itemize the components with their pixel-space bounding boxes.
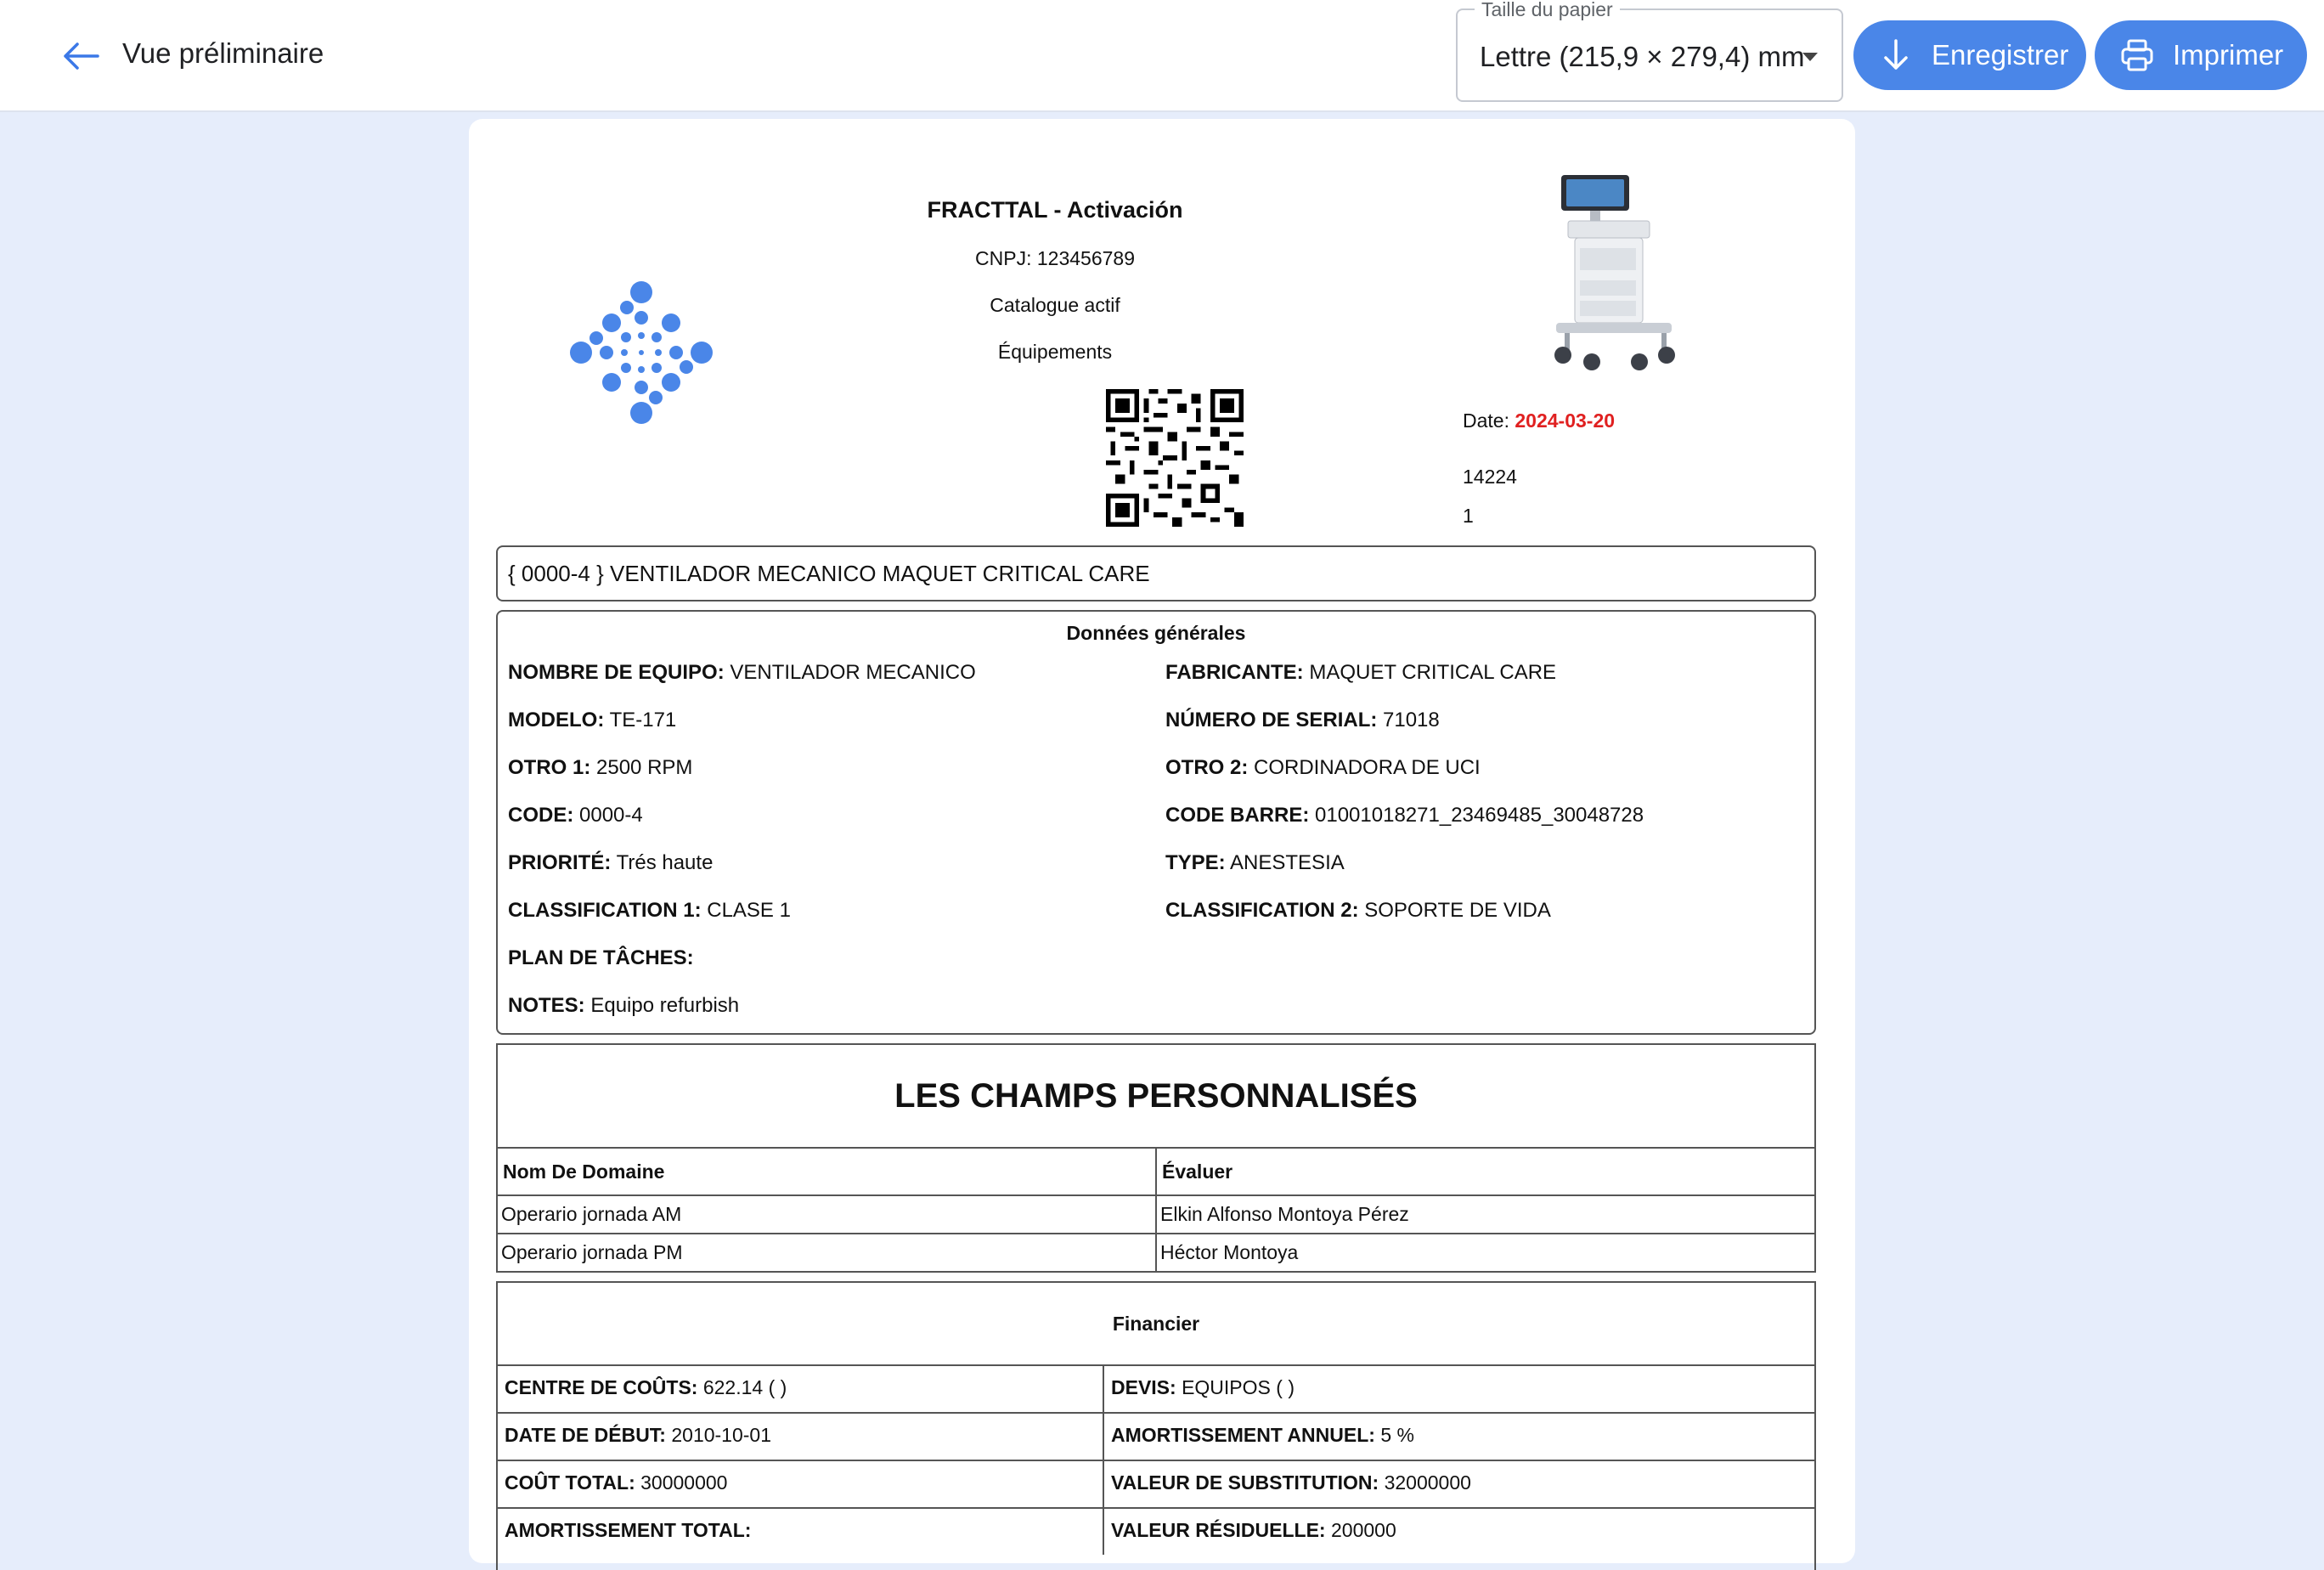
document-copy-number: 1 bbox=[1463, 505, 1474, 527]
field-model: MODELO: TE-171 bbox=[508, 709, 677, 731]
financial-section bbox=[496, 1281, 1816, 1570]
qr-code bbox=[1106, 389, 1244, 527]
financial-cell: COÛT TOTAL: 30000000 bbox=[498, 1461, 1104, 1507]
caret-down-icon bbox=[1802, 53, 1818, 61]
field-type: TYPE: ANESTESIA bbox=[1165, 851, 1345, 874]
table-row bbox=[498, 1366, 1814, 1414]
field-priority: PRIORITÉ: Trés haute bbox=[508, 851, 714, 874]
table-cell: Operario jornada PM bbox=[498, 1234, 1156, 1271]
back-button[interactable] bbox=[51, 31, 110, 82]
company-name: FRACTTAL - Activación bbox=[927, 197, 1183, 223]
paper-size-value: Lettre (215,9 × 279,4) mm bbox=[1480, 41, 1805, 72]
catalog-text: Catalogue actif bbox=[990, 294, 1120, 316]
asset-title-box bbox=[496, 545, 1816, 601]
cnpj-text: CNPJ: 123456789 bbox=[975, 247, 1135, 269]
field-equipment-name: NOMBRE DE EQUIPO: VENTILADOR MECANICO bbox=[508, 661, 976, 684]
field-barcode: CODE BARRE: 01001018271_23469485_30048728 bbox=[1165, 804, 1644, 827]
column-header-name: Nom De Domaine bbox=[498, 1149, 1156, 1195]
document-header bbox=[927, 197, 1183, 364]
page-title: Vue préliminaire bbox=[122, 37, 324, 69]
company-logo bbox=[569, 280, 714, 425]
financial-title: Financier bbox=[498, 1283, 1814, 1366]
field-other-1: OTRO 1: 2500 RPM bbox=[508, 756, 693, 779]
field-classification-1: CLASSIFICATION 1: CLASE 1 bbox=[508, 899, 791, 922]
table-row bbox=[498, 1195, 1814, 1234]
date-line bbox=[1463, 409, 1615, 432]
financial-cell: DEVIS: EQUIPOS ( ) bbox=[1111, 1376, 1295, 1398]
financial-cell: AMORTISSEMENT ANNUEL: 5 % bbox=[1111, 1424, 1414, 1446]
arrow-left-icon bbox=[62, 42, 99, 71]
paper-size-select[interactable] bbox=[1456, 0, 1843, 102]
financial-cell: VALEUR DE SUBSTITUTION: 32000000 bbox=[1111, 1471, 1471, 1494]
table-cell: Elkin Alfonso Montoya Pérez bbox=[1156, 1195, 1814, 1234]
general-data-section bbox=[496, 610, 1816, 1035]
custom-fields-table bbox=[498, 1149, 1814, 1271]
print-label: Imprimer bbox=[2173, 39, 2284, 71]
table-header-row bbox=[498, 1149, 1814, 1195]
financial-cell: CENTRE DE COÛTS: 622.14 ( ) bbox=[498, 1366, 1104, 1412]
table-cell: Héctor Montoya bbox=[1156, 1234, 1814, 1271]
table-cell: Operario jornada AM bbox=[498, 1195, 1156, 1234]
table-row bbox=[498, 1509, 1814, 1555]
field-serial-number: NÚMERO DE SERIAL: 71018 bbox=[1165, 709, 1440, 731]
financial-cell: DATE DE DÉBUT: 2010-10-01 bbox=[498, 1414, 1104, 1460]
date-value: 2024-03-20 bbox=[1515, 409, 1616, 432]
field-code: CODE: 0000-4 bbox=[508, 804, 643, 827]
document-sheet bbox=[469, 119, 1855, 1563]
field-classification-2: CLASSIFICATION 2: SOPORTE DE VIDA bbox=[1165, 899, 1551, 922]
field-other-2: OTRO 2: CORDINADORA DE UCI bbox=[1165, 756, 1481, 779]
download-icon bbox=[1879, 38, 1913, 72]
field-notes: NOTES: Equipo refurbish bbox=[508, 994, 740, 1017]
custom-fields-title: LES CHAMPS PERSONNALISÉS bbox=[498, 1045, 1814, 1149]
top-bar bbox=[0, 0, 2324, 112]
table-row bbox=[498, 1461, 1814, 1509]
table-row bbox=[498, 1414, 1814, 1461]
financial-cell: VALEUR RÉSIDUELLE: 200000 bbox=[1111, 1519, 1396, 1541]
field-manufacturer: FABRICANTE: MAQUET CRITICAL CARE bbox=[1165, 661, 1557, 684]
general-data-title: Données générales bbox=[1066, 622, 1246, 644]
asset-title: { 0000-4 } VENTILADOR MECANICO MAQUET CRITICAL CARE bbox=[508, 561, 1150, 586]
paper-size-label: Taille du papier bbox=[1475, 0, 1620, 21]
equipment-photo bbox=[1531, 170, 1701, 374]
date-label: Date: bbox=[1463, 409, 1509, 432]
table-row bbox=[498, 1234, 1814, 1271]
print-button[interactable] bbox=[2095, 20, 2307, 90]
printer-icon bbox=[2120, 38, 2154, 72]
category-text: Équipements bbox=[997, 341, 1113, 363]
save-button[interactable] bbox=[1853, 20, 2086, 90]
field-task-plan: PLAN DE TÂCHES: bbox=[508, 946, 694, 969]
column-header-value: Évaluer bbox=[1156, 1149, 1814, 1195]
save-label: Enregistrer bbox=[1932, 39, 2069, 71]
document-number: 14224 bbox=[1463, 466, 1517, 488]
financial-cell: AMORTISSEMENT TOTAL: bbox=[498, 1509, 1104, 1555]
custom-fields-section bbox=[496, 1043, 1816, 1273]
